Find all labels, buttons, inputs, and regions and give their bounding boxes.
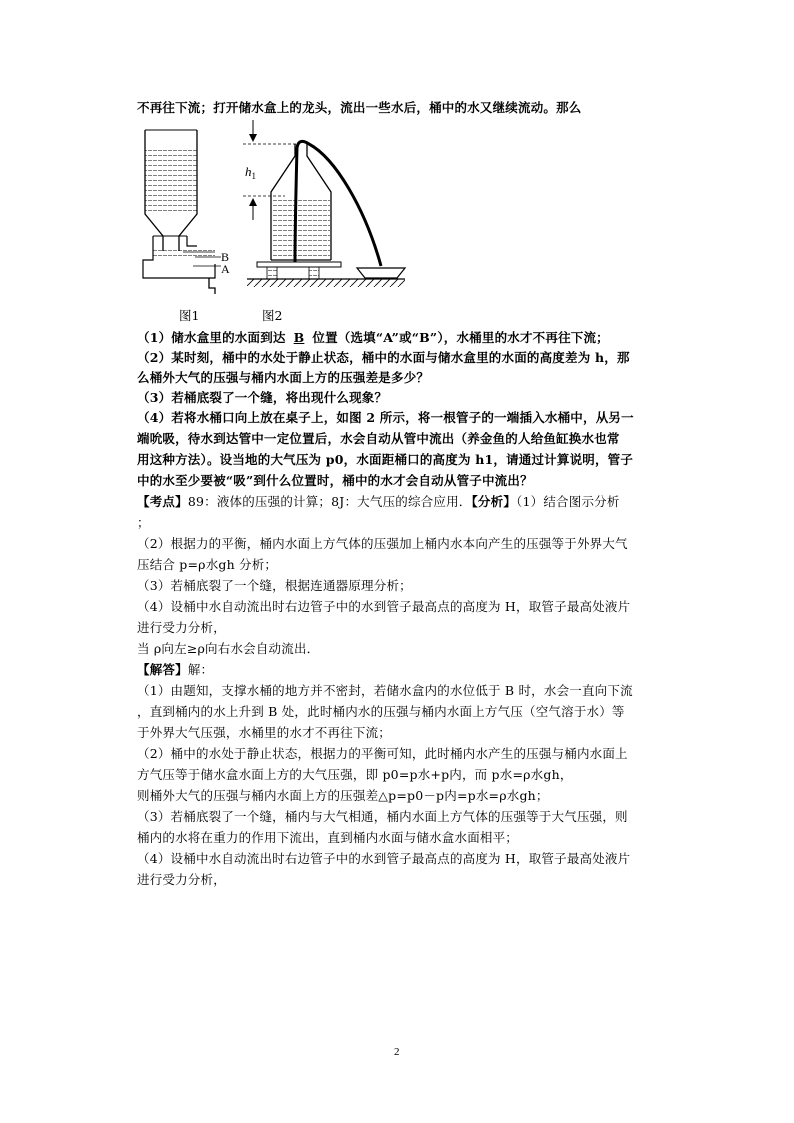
fenxi-line-6: （4）设桶中水自动流出时右边管子中的水到管子最高点的高度为 H，取管子最高处液片 (137, 599, 631, 614)
fenxi-line-4: 压结合 p=ρ水gh 分析； (137, 557, 278, 572)
question-2-line-2: 么桶外大气的压强与桶内水面上方的压强差是多少？ (137, 370, 430, 385)
question-3: （3）若桶底裂了一个缝，将出现什么现象？ (137, 390, 388, 405)
h1-label: $h_1$ (245, 164, 256, 181)
jieda-heading: 【解答】解： (137, 662, 214, 677)
jieda-line-5: 方气压等于储水盒水面上方的大气压强，即 p0=p水+p内，而 p水=ρ水gh， (137, 767, 573, 782)
intro-line: 不再往下流；打开储水盒上的龙头，流出一些水后，桶中的水又继续流动。那么 (137, 100, 582, 115)
jieda-line-7: （3）若桶底裂了一个缝，桶内与大气相通，桶内水面上方气体的压强等于大气压强，则 (137, 809, 628, 824)
jieda-line-9: （4）设桶中水自动流出时右边管子中的水到管子最高点的高度为 H，取管子最高处液片 (137, 851, 631, 866)
fenxi-line-7: 进行受力分析， (137, 620, 226, 635)
jieda-line-1: （1）由题知，支撑水桶的地方并不密封，若储水盒内的水位低于 B 时，水会一直向下流 (137, 683, 633, 698)
jieda-line-6: 则桶外大气的压强与桶内水面上方的压强差△p=p0－p内=p水=ρ水gh； (137, 788, 549, 803)
jieda-line-3: 于外界大气压强，水桶里的水才不再往下流； (137, 725, 392, 740)
q1-answer: B (293, 330, 305, 345)
figure-2 (243, 120, 405, 287)
jieda-line-10: 进行受力分析， (137, 872, 226, 887)
caption-fig1: 图1 (179, 308, 200, 323)
label-b: B (221, 250, 230, 264)
fenxi-line-8: 当 ρ向左≥ρ向右水会自动流出． (137, 641, 320, 656)
jieda-line-2: ，直到桶内的水上升到 B 处，此时桶内水的压强与桶内水面上方气压（空气溶于水）等 (137, 704, 625, 719)
label-a: A (221, 262, 230, 276)
question-4-line-1: （4）若将水桶口向上放在桌子上，如图 2 所示，将一根管子的一端插入水桶中，从另一 (137, 410, 634, 425)
question-1: （1）储水盒里的水面到达 B 位置（选填“A”或“B”），水桶里的水才不再往下流； (137, 330, 609, 345)
figure-diagram (135, 118, 435, 303)
fenxi-line-2: ； (137, 515, 150, 530)
caption-fig2: 图2 (262, 308, 283, 323)
question-4-line-3: 用这种方法）。设当地的大气压为 p0，水面距桶口的高度为 h1，请通过计算说明，管子 (137, 452, 634, 467)
figure-1 (143, 130, 230, 294)
question-4-line-4: 中的水至少要被“吸”到什么位置时，桶中的水才会自动从管子中流出？ (137, 473, 533, 488)
question-4-line-2: 端吮吸，待水到达管中一定位置后，水会自动从管中流出（养金鱼的人给鱼缸换水也常 (137, 431, 620, 446)
kaodian-line: 【考点】89：液体的压强的计算；8J：大气压的综合应用．【分析】（1）结合图示分析 (137, 494, 620, 509)
page-number: 2 (394, 1046, 400, 1058)
jieda-line-8: 桶内的水将在重力的作用下流出，直到桶内水面与储水盒水面相平； (137, 830, 519, 845)
question-2-line-1: （2）某时刻，桶中的水处于静止状态，桶中的水面与储水盒里的水面的高度差为 h，那 (137, 350, 630, 365)
fenxi-line-3: （2）根据力的平衡，桶内水面上方气体的压强加上桶内水本向产生的压强等于外界大气 (137, 536, 628, 551)
jieda-line-4: （2）桶中的水处于静止状态，根据力的平衡可知，此时桶内水产生的压强与桶内水面上 (137, 746, 628, 761)
fenxi-line-5: （3）若桶底裂了一个缝，根据连通器原理分析； (137, 578, 412, 593)
